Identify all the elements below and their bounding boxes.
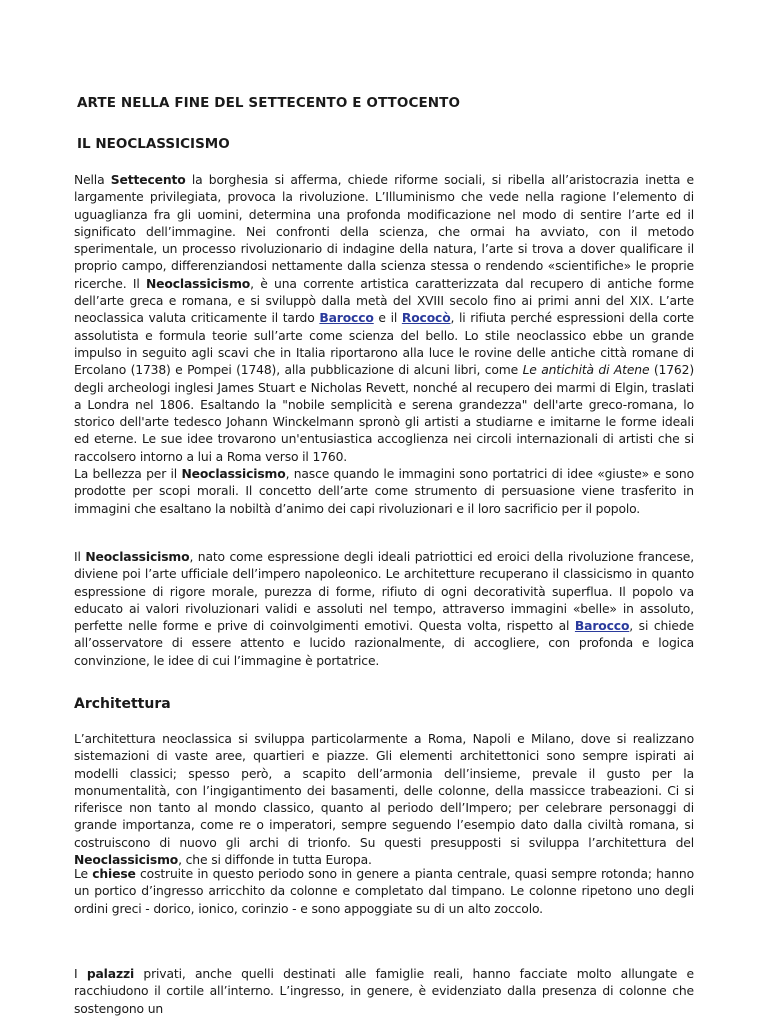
section-title: IL NEOCLASSICISMO bbox=[77, 136, 230, 152]
paragraph-architecture bbox=[74, 731, 694, 869]
barocco-link-2[interactable]: Barocco bbox=[574, 619, 630, 634]
paragraph-text: (1762) degli archeologi inglesi James Stuart e Nicholas Revett, nonché al recupero dei marmi di Elgin, traslati a Londra nel 1806. Esaltando la "nobile semplicità e serena grandezza" dell'arte greco-romana, lo storico dell'arte tedesco Johann Winckelmann spronò gli artisti a studiarne e imitarne le forme ideali ed eterne. Le sue idee trovarono un'entusiastica accoglienza nei circoli internazionali di artisti che si raccolsero intorno a lui a Roma verso il 1760. bbox=[74, 363, 694, 464]
bold-term: Neoclassicismo bbox=[181, 467, 286, 482]
paragraph-text: , nato come espressione degli ideali patriottici ed eroici della rivoluzione francese, diviene poi l’arte ufficiale dell’impero napoleonico. Le architetture recuperano il classicismo in quanto espressione di rigore morale, purezza di forme, rifiuto di ogni decoratività superflua. Il popolo va educato ai valori rivoluzionari validi e assoluti nel tempo, attraverso immagini «belle» in assoluto, perfette nelle forme e prive di coinvolgimenti emotivi. Questa volta, rispetto al bbox=[74, 550, 694, 634]
bold-term: palazzi bbox=[86, 967, 135, 981]
barocco-link[interactable]: Barocco bbox=[319, 311, 374, 326]
paragraph-text: privati, anche quelli destinati alle famiglie reali, hanno facciate molto allungate e racchiudono il cortile all’interno. L’ingresso, in genere, è evidenziato dalla presenza di colonne che sostengono un bbox=[74, 967, 694, 1016]
paragraph-text: costruite in questo periodo sono in genere a pianta centrale, quasi sempre rotonda; hanno un portico d’ingresso arricchito da colonne e completato dal timpano. Le colonne ripetono uno degli ordini greci - dorico, ionico, corinzio - e sono appoggiate su di un alto zoccolo. bbox=[74, 867, 694, 916]
bold-term: chiese bbox=[92, 867, 136, 881]
rococo-link[interactable]: Rococò bbox=[401, 311, 451, 326]
bold-term: Neoclassicismo bbox=[74, 853, 179, 868]
book-title: Le antichità di Atene bbox=[522, 363, 650, 378]
bold-term: Neoclassicismo bbox=[145, 276, 251, 291]
paragraph-text: la borghesia si afferma, chiede riforme sociali, si ribella all’aristocrazia inetta e largamente privilegiata, provoca la rivoluzione. L’Illuminismo che vede nella ragione l’elemento di uguaglianza fra gli uomini, determina una profonda modificazione nel modo di sentire l’arte ed il significato dell’immagine. Nei confronti della scienza, che ormai ha avviato, con il metodo sperimentale, un processo rivoluzionario di indagine della natura, l’arte si trova a dover qualificare il proprio campo, differenziandosi nettamente dalla scienza stessa o rendendo «scientifiche» le proprie ricerche. Il bbox=[74, 173, 694, 291]
paragraph-churches bbox=[74, 866, 694, 918]
paragraph-text: , nasce quando le immagini sono portatrici di idee «giuste» e sono prodotte per scopi morali. Il concetto dell’arte come strumento di persuasione viene trasferito in immagini che esaltano la nobiltà d’animo dei capi rivoluzionari e il loro sacrificio per il popolo. bbox=[74, 467, 694, 516]
paragraph-palaces bbox=[74, 966, 694, 1018]
paragraph-text: e il bbox=[373, 311, 402, 326]
paragraph-text: I bbox=[74, 967, 87, 981]
paragraph-ideals bbox=[74, 549, 694, 670]
paragraph-text: Il bbox=[74, 550, 86, 564]
paragraph-text: , che si diffonde in tutta Europa. bbox=[178, 853, 372, 868]
paragraph-intro bbox=[74, 172, 694, 518]
paragraph-text: , è una corrente artistica caratterizzata dal recupero di antiche forme dell’arte greca e romana, e si sviluppò dalla metà del XVIII secolo fino ai primi anni del XIX. L’arte neoclassica valuta criticamente il tardo bbox=[74, 276, 694, 326]
bold-term: Neoclassicismo bbox=[85, 550, 190, 564]
paragraph-text: Le bbox=[74, 867, 93, 881]
paragraph-text: Nella bbox=[74, 173, 111, 187]
paragraph-text: La bellezza per il bbox=[74, 467, 182, 482]
document-title: ARTE NELLA FINE DEL SETTECENTO E OTTOCENTO bbox=[77, 95, 461, 111]
paragraph-text: , li rifiuta perché espressioni della corte assolutista e formula teorie sull’arte come scienza del bello. Lo stile neoclassico ebbe un grande impulso in seguito agli scavi che in Italia riportarono alla luce le rovine delle antiche città romane di Ercolano (1738) e Pompei (1748), alla pubblicazione di alcuni libri, come bbox=[74, 311, 694, 378]
architecture-heading: Architettura bbox=[74, 696, 171, 712]
paragraph-text: , si chiede all’osservatore di essere attento e lucido razionalmente, di accogliere, con profonda e logica convinzione, le idee di cui l’immagine è portatrice. bbox=[74, 619, 694, 668]
bold-term: Settecento bbox=[110, 173, 186, 187]
paragraph-text: L’architettura neoclassica si sviluppa particolarmente a Roma, Napoli e Milano, dove si realizzano sistemazioni di vaste aree, quartieri e piazze. Gli elementi architettonici sono sempre ispirati ai modelli classici; spesso però, a scapito dell’armonia dell’insieme, prevale il gusto per la monumentalità, con l’ingigantimento dei basamenti, delle colonne, della massicce trabeazioni. Ci si riferisce non tanto al mondo classico, quanto al periodo dell’Impero; per celebrare personaggi di grande importanza, come re o imperatori, sempre seguendo l’esempio dato dalla civiltà romana, si costruiscono di nuovo gli archi di trionfo. Su questi presupposti si sviluppa l’architettura del bbox=[74, 732, 694, 850]
